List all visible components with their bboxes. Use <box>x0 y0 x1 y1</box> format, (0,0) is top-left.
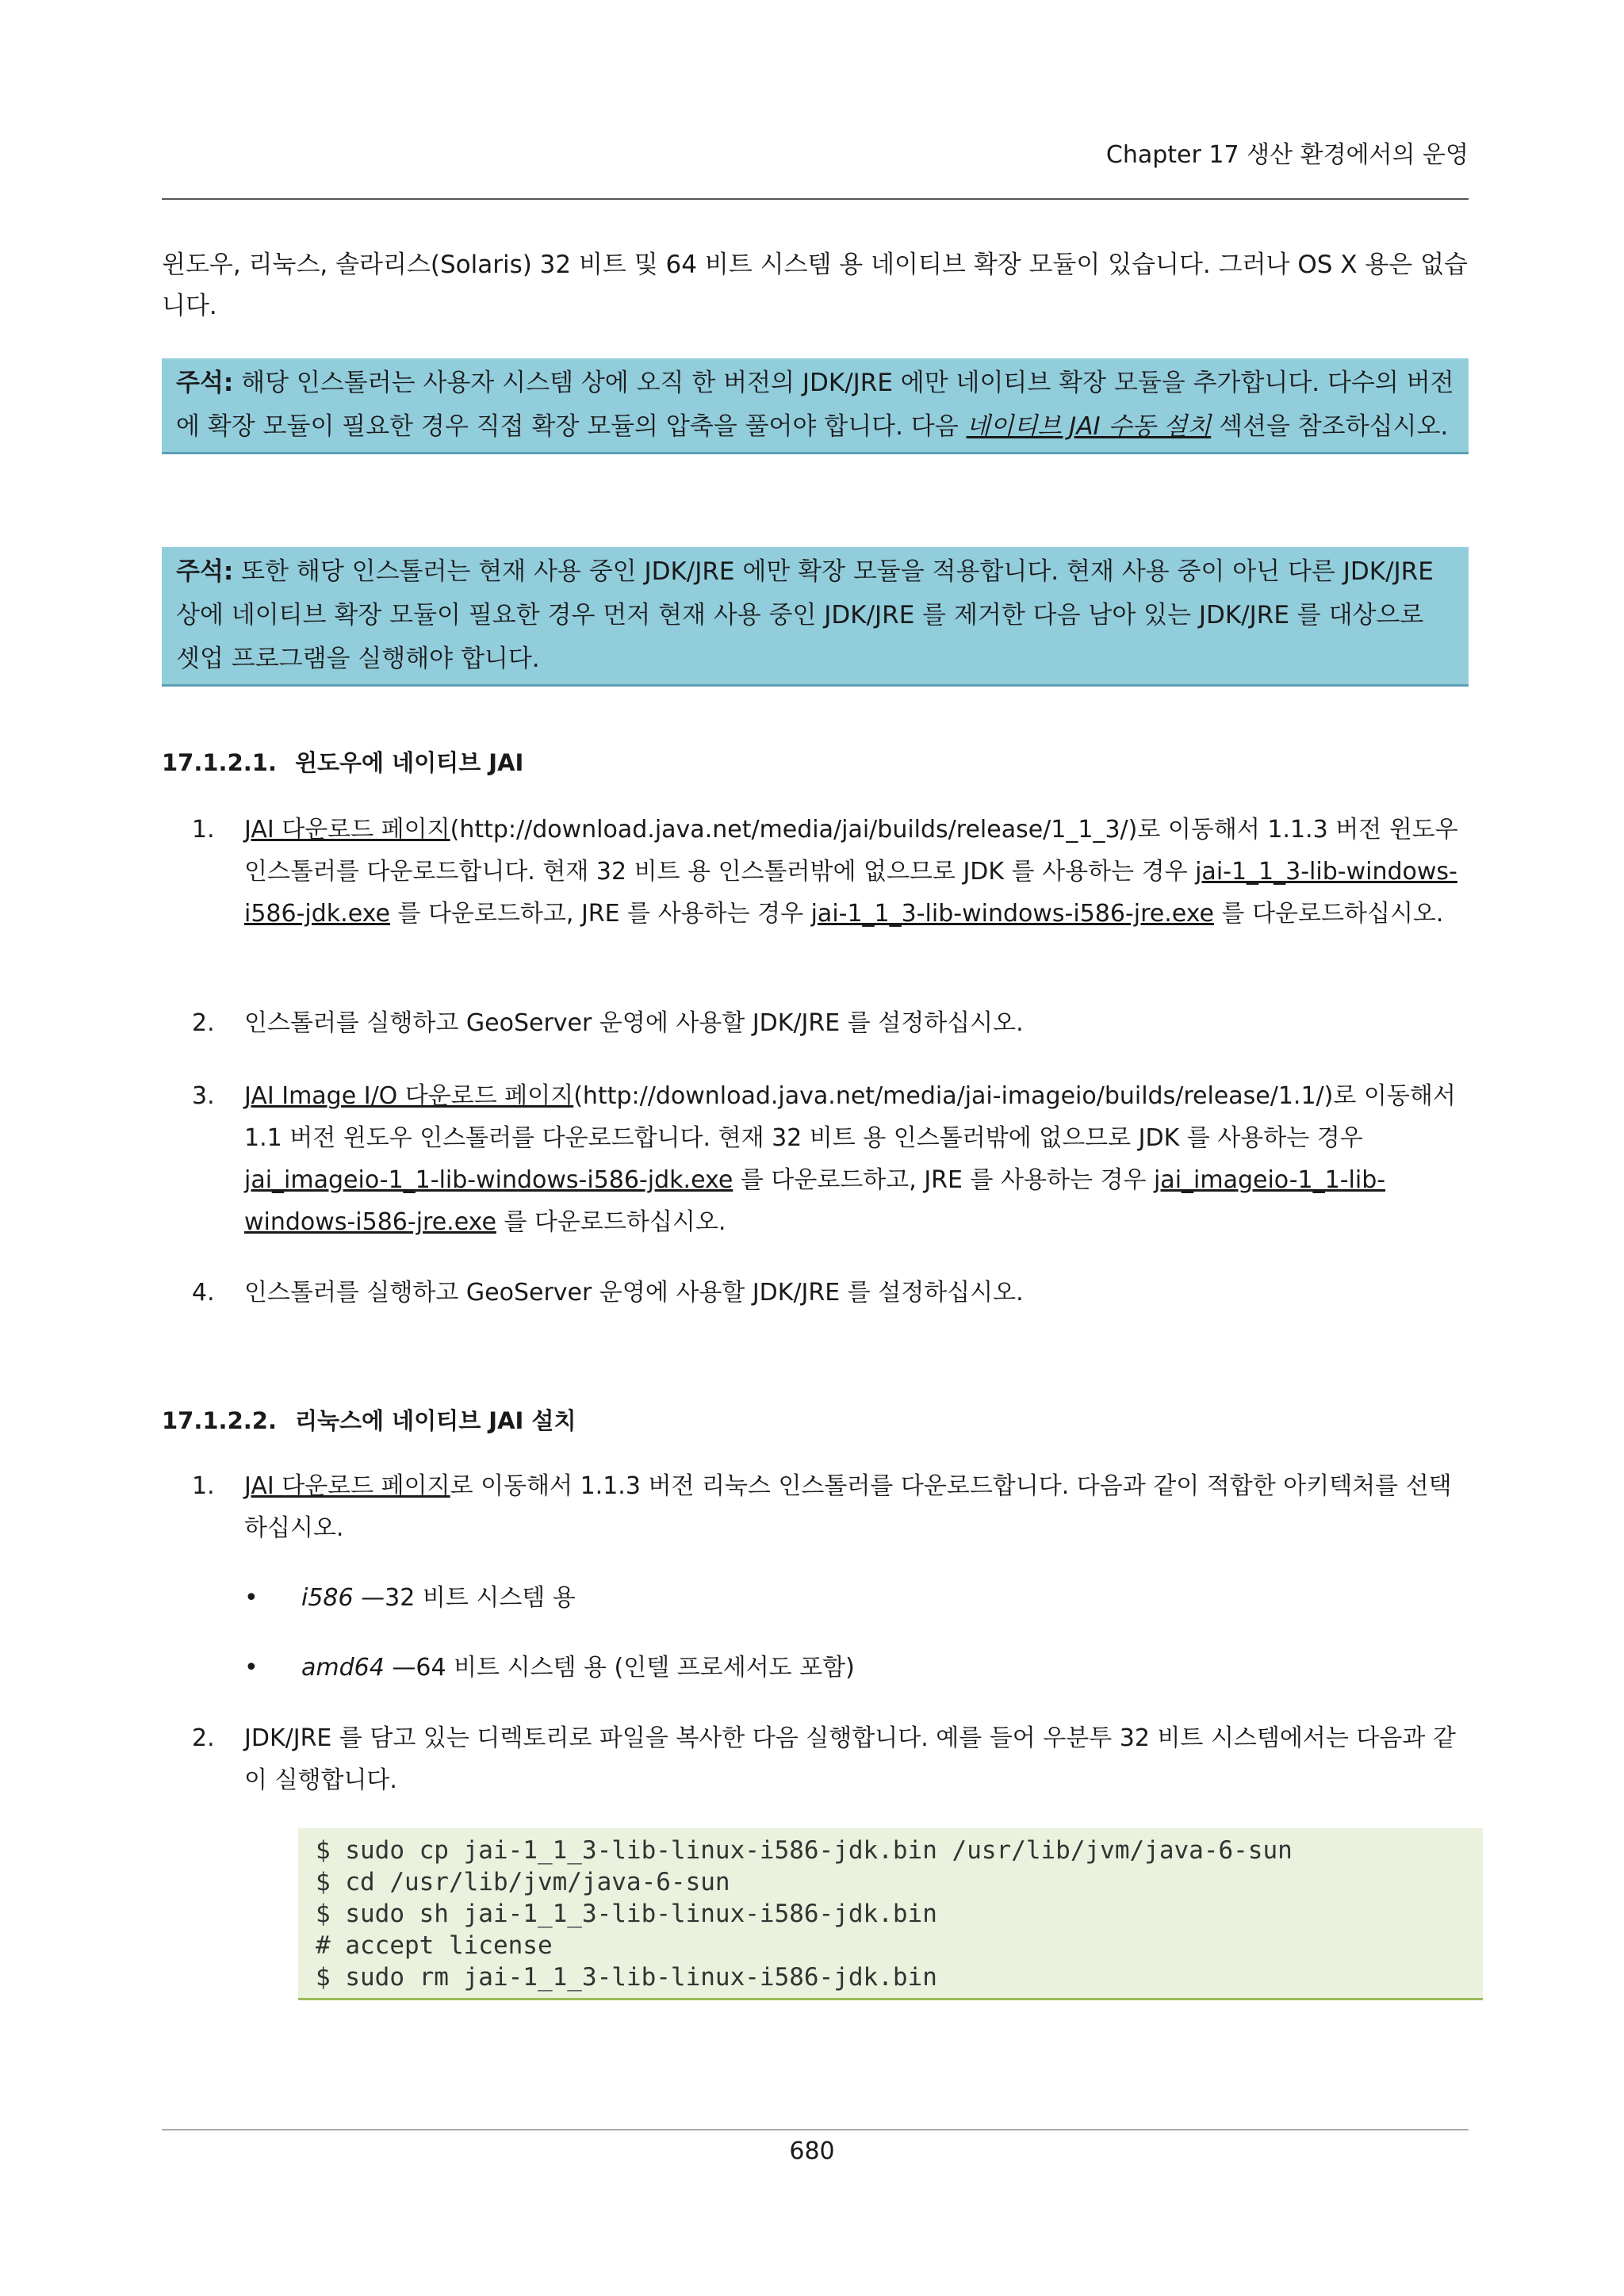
section-heading-linux <box>162 1403 576 1436</box>
section-title: 윈도우에 네이티브 JAI <box>295 749 524 776</box>
item-number: 1. <box>192 816 215 844</box>
code-block: $ sudo cp jai-1_1_3-lib-linux-i586-jdk.bin /usr/lib/jvm/java-6-sun $ cd /usr/lib/jvm/java-6-sun $ sudo sh jai-1_1_3-lib-linux-i586-jdk.bin # accept license $ sudo rm jai-1_1_3-lib-linux-i586-jdk.bin <box>298 1828 1483 2000</box>
list-item <box>192 1717 1469 1801</box>
imageio-jre-exe-link[interactable]: jai_imageio-1_1-lib-windows-i586-jre.exe <box>244 1166 1386 1236</box>
bullet-dot: • <box>244 1584 259 1612</box>
list-item <box>192 1272 1469 1314</box>
page-number: 680 <box>789 2137 835 2165</box>
item-text: 를 다운로드하고, JRE 를 사용하는 경우 <box>733 1166 1154 1194</box>
note-text-end: 섹션을 참조하십시오. <box>1211 412 1449 441</box>
section-number: 17.1.2.1. <box>162 749 277 776</box>
manual-install-link[interactable]: 네이티브 JAI 수동 설치 <box>966 412 1212 441</box>
item-text: 인스톨러를 실행하고 GeoServer 운영에 사용할 JDK/JRE 를 설정하십시오. <box>244 1009 1024 1037</box>
jai-download-link[interactable]: JAI 다운로드 페이지 <box>244 1472 450 1500</box>
arch-name: amd64 <box>301 1654 385 1682</box>
chapter-header: Chapter 17 생산 환경에서의 운영 <box>1105 141 1469 169</box>
item-number: 4. <box>192 1279 215 1307</box>
bullet-item <box>244 1647 855 1689</box>
arch-name: i586 <box>301 1584 354 1612</box>
section-heading-windows <box>162 745 523 778</box>
note-label: 주석: <box>176 369 234 397</box>
item-text: 로 이동해서 1.1.3 버전 리눅스 인스톨러를 다운로드합니다. 다음과 같이 적합한 아키텍처를 선택하십시오. <box>244 1472 1452 1542</box>
note-label: 주석: <box>176 557 234 586</box>
list-item <box>192 1465 1469 1549</box>
note-box-2 <box>162 547 1469 687</box>
item-text: 로 이동해서 1.1 버전 윈도우 인스톨러를 다운로드합니다. 현재 32 비트 용 인스톨러밖에 없으므로 JDK 를 사용하는 경우 <box>244 1082 1456 1152</box>
intro-paragraph: 윈도우, 리눅스, 솔라리스(Solaris) 32 비트 및 64 비트 시스템 용 네이티브 확장 모듈이 있습니다. 그러나 OS X 용은 없습니다. <box>162 251 1468 320</box>
list-item <box>192 1075 1469 1243</box>
bullet-text: —64 비트 시스템 용 (인텔 프로세서도 포함) <box>384 1654 855 1682</box>
bullet-text: —32 비트 시스템 용 <box>353 1584 576 1612</box>
section-title: 리눅스에 네이티브 JAI 설치 <box>295 1407 576 1434</box>
bullet-item <box>244 1578 576 1619</box>
download-url[interactable]: (http://download.java.net/media/jai/builds/release/1_1_3/) <box>450 816 1138 844</box>
item-number: 2. <box>192 1724 215 1752</box>
item-text: 로 이동해서 1.1.3 버전 윈도우 인스톨러를 다운로드합니다. 현재 32 비트 용 인스톨러밖에 없으므로 JDK 를 사용하는 경우 <box>244 816 1458 886</box>
note-text: 또한 해당 인스톨러는 현재 사용 중인 JDK/JRE 에만 확장 모듈을 적용합니다. 현재 사용 중이 아닌 다른 JDK/JRE 상에 네이티브 확장 모듈이 필요한 경우 먼저 현재 사용 중인 JDK/JRE 를 제거한 다음 남아 있는 JDK/JRE 를 대상으로 셋업 프로그램을 실행해야 합니다. <box>176 557 1434 673</box>
section-number: 17.1.2.2. <box>162 1407 277 1434</box>
item-text: 를 다운로드하고, JRE 를 사용하는 경우 <box>389 900 811 928</box>
list-item <box>192 1002 1469 1044</box>
item-number: 3. <box>192 1082 215 1110</box>
list-item <box>192 809 1469 935</box>
item-number: 2. <box>192 1009 215 1037</box>
download-url[interactable]: (http://download.java.net/media/jai-imageio/builds/release/1.1/) <box>573 1082 1334 1110</box>
jdk-exe-link[interactable]: jai-1_1_3-lib-windows-i586-jdk.exe <box>244 858 1457 928</box>
header-rule <box>162 198 1469 200</box>
item-text: 를 다운로드하십시오. <box>496 1208 726 1236</box>
imageio-jdk-exe-link[interactable]: jai_imageio-1_1-lib-windows-i586-jdk.exe <box>244 1166 733 1194</box>
item-text: 를 다운로드하십시오. <box>1214 900 1444 928</box>
jre-exe-link[interactable]: jai-1_1_3-lib-windows-i586-jre.exe <box>810 900 1215 928</box>
item-text: JDK/JRE 를 담고 있는 디렉토리로 파일을 복사한 다음 실행합니다. 예를 들어 우분투 32 비트 시스템에서는 다음과 같이 실행합니다. <box>244 1724 1456 1794</box>
jai-download-link[interactable]: JAI 다운로드 페이지 <box>244 816 450 844</box>
item-text: 인스톨러를 실행하고 GeoServer 운영에 사용할 JDK/JRE 를 설정하십시오. <box>244 1279 1024 1307</box>
note-text: 해당 인스톨러는 사용자 시스템 상에 오직 한 버전의 JDK/JRE 에만 네이티브 확장 모듈을 추가합니다. 다수의 버전에 확장 모듈이 필요한 경우 직접 확장 모듈의 압축을 풀어야 합니다. 다음 <box>176 369 1454 441</box>
item-number: 1. <box>192 1472 215 1500</box>
jai-imageio-download-link[interactable]: JAI Image I/O 다운로드 페이지 <box>244 1082 574 1110</box>
bullet-dot: • <box>244 1654 259 1682</box>
note-box-1 <box>162 358 1469 454</box>
